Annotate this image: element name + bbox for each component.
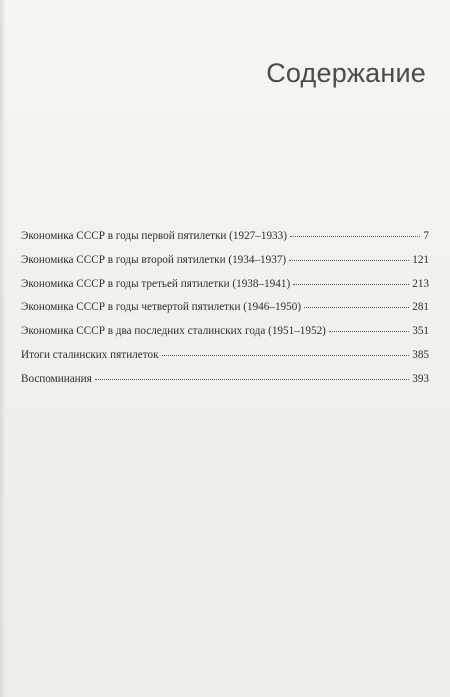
toc-dot-leader bbox=[329, 331, 409, 332]
table-of-contents bbox=[21, 230, 429, 397]
toc-dot-leader bbox=[293, 284, 409, 285]
toc-entry-page: 121 bbox=[412, 253, 429, 266]
toc-entry-page: 393 bbox=[412, 372, 429, 385]
toc-entry bbox=[21, 325, 429, 349]
toc-entry-title: Экономика СССР в два последних сталинских года (1951–1952) bbox=[21, 325, 326, 338]
toc-entry bbox=[21, 301, 429, 325]
page-title: Содержание bbox=[266, 58, 426, 88]
toc-entry bbox=[21, 373, 429, 397]
toc-entry-title: Экономика СССР в годы третьей пятилетки (1938–1941) bbox=[21, 277, 291, 290]
toc-dot-leader bbox=[290, 236, 420, 237]
page-edge-shadow bbox=[0, 0, 6, 697]
toc-entry-title: Воспоминания bbox=[21, 372, 92, 385]
toc-entry-title: Экономика СССР в годы первой пятилетки (1927–1933) bbox=[21, 230, 287, 242]
toc-entry bbox=[21, 230, 429, 254]
toc-entry-page: 7 bbox=[423, 230, 429, 242]
toc-entry-page: 281 bbox=[412, 301, 429, 314]
toc-entry-title: Итоги сталинских пятилеток bbox=[21, 348, 159, 361]
toc-dot-leader bbox=[289, 260, 409, 261]
toc-entry bbox=[21, 278, 429, 302]
toc-dot-leader bbox=[304, 307, 409, 308]
toc-entry-page: 213 bbox=[412, 277, 429, 290]
toc-entry-title: Экономика СССР в годы второй пятилетки (1934–1937) bbox=[21, 253, 287, 266]
toc-entry bbox=[21, 254, 429, 278]
toc-entry-title: Экономика СССР в годы четвертой пятилетки (1946–1950) bbox=[21, 301, 302, 314]
toc-dot-leader bbox=[162, 355, 410, 356]
toc-entry-page: 385 bbox=[412, 348, 429, 361]
toc-entry bbox=[21, 349, 429, 373]
toc-entry-page: 351 bbox=[412, 325, 429, 338]
toc-dot-leader bbox=[95, 379, 409, 380]
